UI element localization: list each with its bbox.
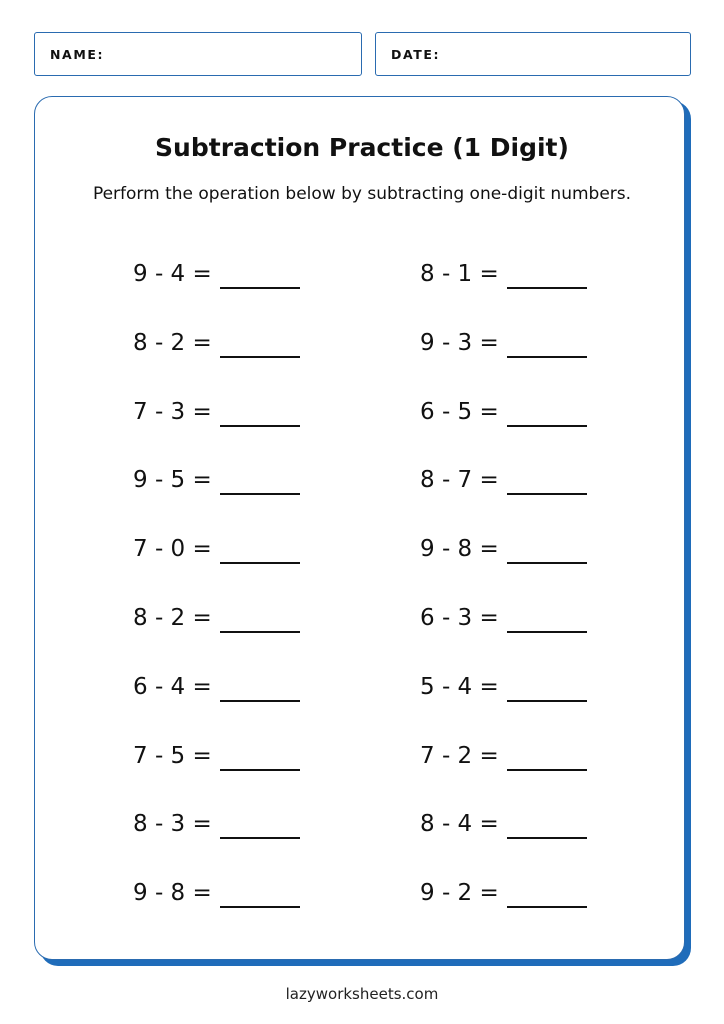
problem-right-9 <box>420 806 587 842</box>
worksheet-instructions: Perform the operation below by subtracting one-digit numbers. <box>92 184 632 204</box>
problem-left-8 <box>133 738 300 774</box>
problem-expression: 9 - 4 = <box>133 261 212 287</box>
problem-left-5 <box>133 531 300 567</box>
problem-expression: 8 - 3 = <box>133 811 212 838</box>
answer-blank[interactable] <box>220 542 300 564</box>
problem-expression: 5 - 4 = <box>420 673 499 700</box>
date-label: DATE: <box>391 46 441 62</box>
worksheet-title: Subtraction Practice (1 Digit) <box>155 133 569 162</box>
problem-expression: 7 - 5 = <box>133 742 212 769</box>
problem-expression: 9 - 3 = <box>420 329 499 356</box>
answer-blank[interactable] <box>220 405 300 427</box>
problem-expression: 9 - 2 = <box>420 880 499 907</box>
problem-right-5 <box>420 531 587 567</box>
problem-right-1 <box>420 256 587 292</box>
problem-expression: 8 - 2 = <box>133 329 212 356</box>
problem-left-4 <box>133 462 300 498</box>
answer-blank[interactable] <box>220 886 300 908</box>
date-field[interactable] <box>375 32 691 76</box>
answer-blank[interactable] <box>507 611 587 633</box>
problem-left-7 <box>133 669 300 705</box>
answer-blank[interactable] <box>507 542 587 564</box>
problem-left-3 <box>133 394 300 430</box>
problem-right-4 <box>420 462 587 498</box>
problem-left-6 <box>133 600 300 636</box>
answer-blank[interactable] <box>507 473 587 495</box>
problem-right-10 <box>420 875 587 911</box>
answer-blank[interactable] <box>507 680 587 702</box>
name-label: NAME: <box>50 46 105 62</box>
answer-blank[interactable] <box>220 817 300 839</box>
answer-blank[interactable] <box>507 267 587 289</box>
problem-right-7 <box>420 669 587 705</box>
worksheet-card <box>34 96 685 960</box>
answer-blank[interactable] <box>220 680 300 702</box>
problem-expression: 8 - 4 = <box>420 811 499 838</box>
footer-site: lazyworksheets.com <box>285 985 439 1003</box>
problem-expression: 9 - 8 = <box>420 536 499 563</box>
problem-expression: 8 - 2 = <box>133 605 212 631</box>
problem-left-9 <box>133 806 300 842</box>
problem-right-8 <box>420 738 587 774</box>
problem-expression: 7 - 0 = <box>133 536 212 563</box>
answer-blank[interactable] <box>220 336 300 358</box>
problem-expression: 9 - 8 = <box>133 880 212 907</box>
problem-expression: 8 - 7 = <box>420 467 499 494</box>
name-field[interactable] <box>34 32 362 76</box>
problem-right-6 <box>420 600 587 636</box>
problem-right-3 <box>420 394 587 430</box>
problem-left-2 <box>133 325 300 361</box>
problem-expression: 7 - 3 = <box>133 398 212 425</box>
answer-blank[interactable] <box>507 336 587 358</box>
problem-left-10 <box>133 875 300 911</box>
answer-blank[interactable] <box>507 817 587 839</box>
answer-blank[interactable] <box>220 473 300 495</box>
answer-blank[interactable] <box>507 405 587 427</box>
problem-expression: 9 - 5 = <box>133 467 212 494</box>
answer-blank[interactable] <box>507 886 587 908</box>
problem-right-2 <box>420 325 587 361</box>
answer-blank[interactable] <box>220 611 300 633</box>
answer-blank[interactable] <box>220 267 300 289</box>
problem-left-1 <box>133 256 300 292</box>
problem-expression: 8 - 1 = <box>420 261 499 287</box>
problem-expression: 7 - 2 = <box>420 742 499 769</box>
problem-expression: 6 - 4 = <box>133 673 212 700</box>
problem-expression: 6 - 3 = <box>420 605 499 631</box>
problem-expression: 6 - 5 = <box>420 398 499 425</box>
answer-blank[interactable] <box>507 749 587 771</box>
answer-blank[interactable] <box>220 749 300 771</box>
